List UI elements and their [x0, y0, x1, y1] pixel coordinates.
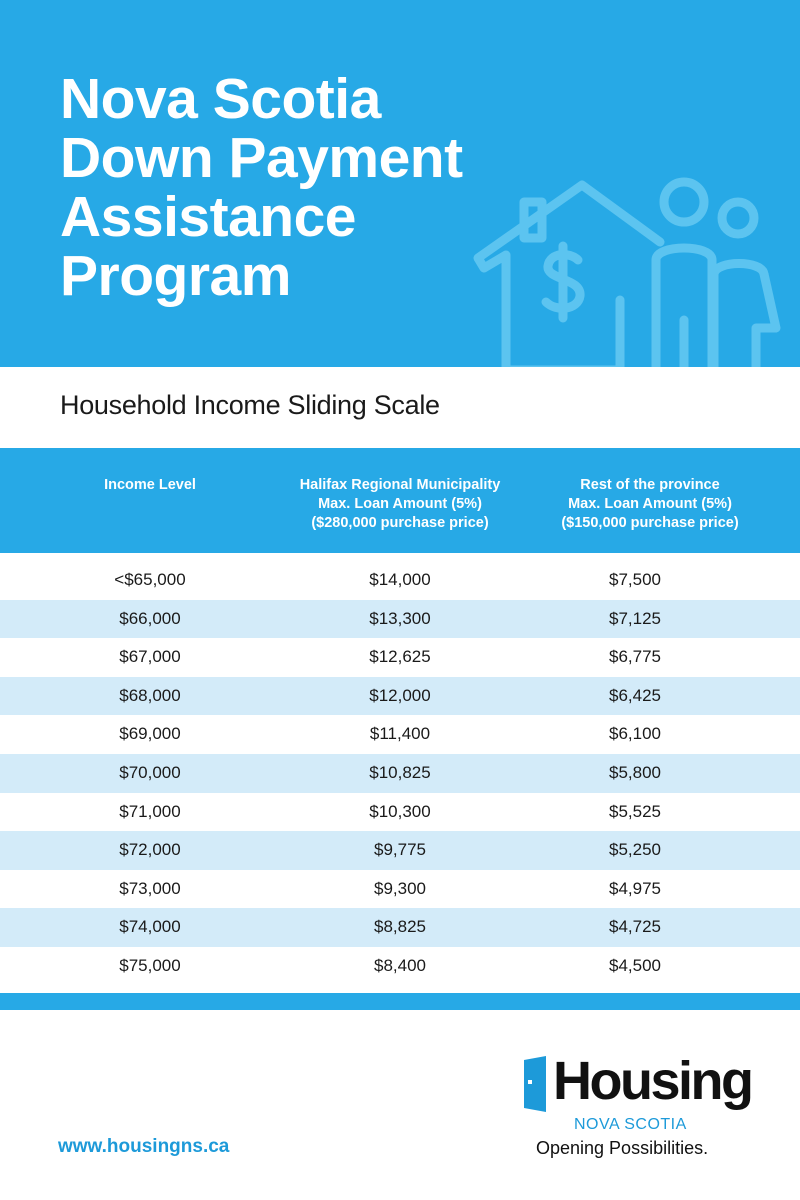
divider-bar [0, 993, 800, 1010]
halifax-loan-cell: $14,000 [369, 570, 431, 589]
income-cell: $68,000 [119, 685, 181, 705]
province-loan-cell: $4,725 [609, 917, 661, 937]
table-row [0, 638, 800, 677]
income-cell: $73,000 [119, 878, 181, 898]
logo-region: NOVA SCOTIA [574, 1116, 687, 1133]
table-row [0, 908, 800, 947]
halifax-loan-cell: $11,400 [369, 724, 431, 744]
halifax-loan-cell: $12,625 [369, 647, 431, 667]
table-header [0, 448, 800, 553]
province-loan-cell: $5,250 [609, 840, 661, 860]
province-loan-cell: $6,425 [609, 685, 661, 705]
dollar-icon [546, 246, 580, 318]
income-cell: $69,000 [119, 724, 181, 744]
column-header-rest-of-province: Rest of the province Max. Loan Amount (5%) ($150,000 purchase price) [561, 477, 739, 531]
hero-banner [0, 0, 800, 367]
income-cell: $66,000 [119, 608, 181, 628]
halifax-loan-cell: $9,300 [374, 878, 426, 898]
table-row [0, 561, 800, 600]
logo-wordmark: Housing [553, 1051, 752, 1111]
page-title [60, 67, 463, 308]
table-body [0, 561, 800, 986]
table-row [0, 677, 800, 716]
column-header-halifax: Halifax Regional Municipality Max. Loan Amount (5%) ($280,000 purchase price) [299, 477, 501, 531]
province-loan-cell: $5,800 [609, 762, 661, 782]
halifax-loan-cell: $13,300 [369, 608, 431, 628]
province-loan-cell: $7,125 [609, 608, 661, 628]
income-cell: $70,000 [119, 762, 181, 782]
income-cell: $67,000 [119, 647, 181, 667]
website-link[interactable]: www.housingns.ca [58, 1136, 230, 1157]
province-loan-cell: $6,775 [609, 647, 661, 667]
title-line: Nova Scotia [60, 67, 381, 131]
table-row [0, 793, 800, 832]
title-line: Down Payment [60, 126, 463, 190]
income-cell: $72,000 [119, 840, 181, 860]
table-row [0, 870, 800, 909]
title-line: Program [60, 244, 291, 308]
section-subtitle: Household Income Sliding Scale [60, 390, 440, 420]
table-row [0, 831, 800, 870]
province-loan-cell: $4,975 [609, 878, 661, 898]
table-row [0, 715, 800, 754]
halifax-loan-cell: $12,000 [369, 685, 431, 705]
column-header-income: Income Level [104, 477, 196, 493]
halifax-loan-cell: $8,400 [374, 955, 426, 975]
halifax-loan-cell: $10,300 [369, 801, 431, 821]
family-icon [656, 182, 776, 367]
door-icon [522, 1056, 552, 1112]
income-cell: $75,000 [119, 955, 181, 975]
logo-tagline: Opening Possibilities. [536, 1138, 709, 1158]
table-row [0, 947, 800, 986]
house-icon [478, 185, 660, 367]
income-cell: <$65,000 [114, 570, 186, 589]
province-loan-cell: $7,500 [609, 570, 661, 589]
halifax-loan-cell: $8,825 [374, 917, 426, 937]
table-row [0, 600, 800, 639]
income-cell: $71,000 [119, 801, 181, 821]
title-line: Assistance [60, 185, 357, 249]
housing-ns-logo [522, 1046, 762, 1166]
income-cell: $74,000 [119, 917, 181, 937]
house-family-illustration [470, 160, 790, 367]
table-row [0, 754, 800, 793]
province-loan-cell: $5,525 [609, 801, 661, 821]
halifax-loan-cell: $10,825 [369, 762, 431, 782]
province-loan-cell: $4,500 [609, 955, 661, 975]
halifax-loan-cell: $9,775 [374, 840, 426, 860]
province-loan-cell: $6,100 [609, 724, 661, 744]
